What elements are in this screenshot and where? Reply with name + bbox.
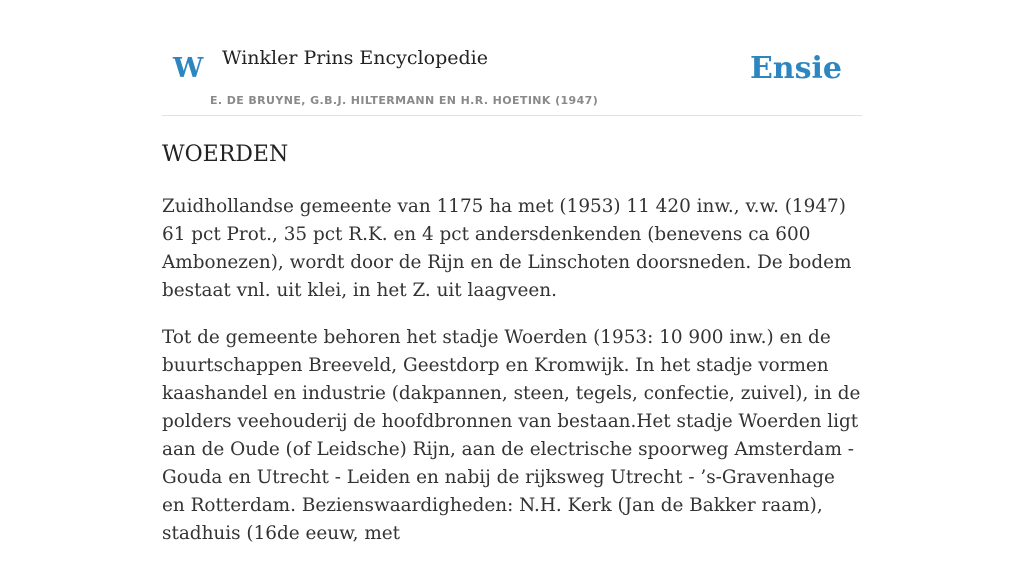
- entry-paragraph-1: Zuidhollandse gemeente van 1175 ha met (1953) 11 420 inw., v.w. (1947) 61 pct Prot., 35 pct R.K. en 4 pct andersdenkenden (benevens ca 600 Ambonezen), wordt door de Rijn en de Linschoten doorsneden. De bodem bestaat vnl. uit klei, in het Z. uit laagveen.: [162, 196, 852, 301]
- site-header: [162, 0, 862, 116]
- page-container: [162, 0, 862, 544]
- authors-line: E. DE BRUYNE, G.B.J. HILTERMANN EN H.R. HOETINK (1947): [210, 94, 599, 107]
- ensie-home-link[interactable]: Ensie: [749, 51, 842, 86]
- entry-paragraph-2: Tot de gemeente behoren het stadje Woerden (1953: 10 900 inw.) en de buurtschappen Breeveld, Geestdorp en Kromwijk. In het stadje vormen kaashandel en industrie (dakpannen, steen, tegels, confectie, zuivel), in de polders veehouderij de hoofdbronnen van bestaan.Het stadje Woerden ligt aan de Oude (of Leidsche) Rijn, aan de electrische spoorweg Amsterdam - Gouda en Utrecht - Leiden en nabij de rijksweg Utrecht - ’s-Gravenhage en Rotterdam. Bezienswaardigheden: N.H. Kerk (Jan de Bakker raam), stadhuis (16de eeuw, met: [162, 327, 861, 544]
- entry-body: [162, 193, 862, 567]
- winkler-prins-logo[interactable]: W: [173, 53, 204, 84]
- site-title[interactable]: Winkler Prins Encyclopedie: [222, 47, 488, 69]
- entry-title: WOERDEN: [162, 142, 289, 167]
